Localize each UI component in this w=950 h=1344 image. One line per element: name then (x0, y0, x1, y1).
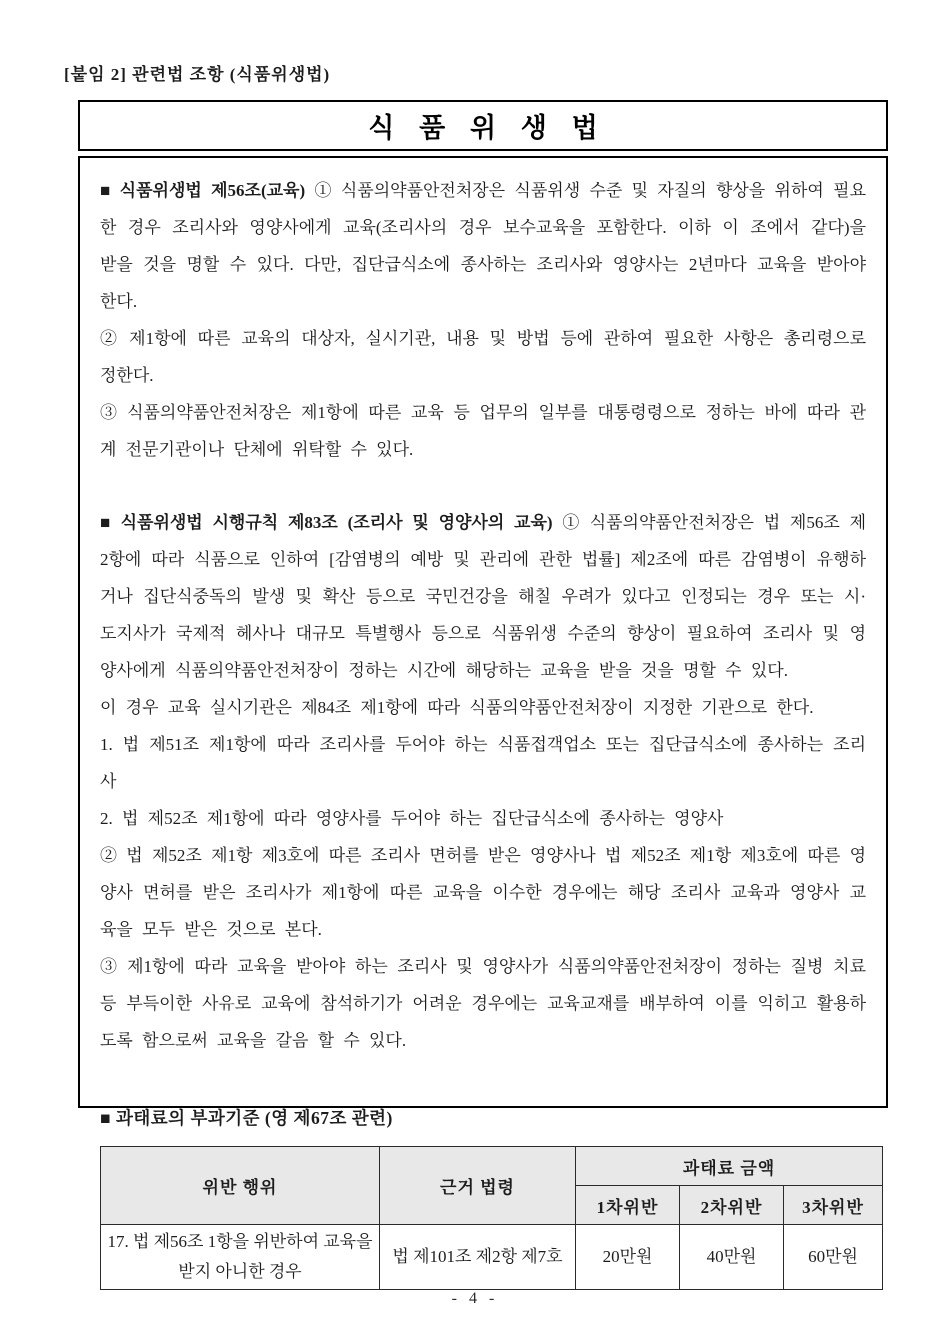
column-header-violation: 위반 행위 (101, 1147, 380, 1225)
cell-legal-basis: 법 제101조 제2항 제7호 (380, 1225, 576, 1290)
cell-violation: 17. 법 제56조 1항을 위반하여 교육을 받지 아니한 경우 (101, 1225, 380, 1290)
cell-second-violation-fine: 40만원 (680, 1225, 784, 1290)
law56-paragraph-1 (100, 172, 866, 320)
rule83-clause-1-tail: 이 경우 교육 실시기관은 제84조 제1항에 따라 식품의약품안전처장이 지정한 기관으로 한다. (100, 698, 814, 717)
rule83-clause-2: ② 법 제52조 제1항 제3호에 따른 조리사 면허를 받은 영양사나 법 제52조 제1항 제3호에 따른 영양사 면허를 받은 조리사가 제1항에 따른 교육을 이수한 경우에는 해당 조리사 교육과 영양사 교육을 모두 받은 것으로 본다. (100, 846, 866, 939)
rule83-item-2: 2. 법 제52조 제1항에 따라 영양사를 두어야 하는 집단급식소에 종사하는 영양사 (100, 809, 724, 828)
law56-clause-1: ① 식품의약품안전처장은 식품위생 수준 및 자질의 향상을 위하여 필요한 경우 조리사와 영양사에게 교육(조리사의 경우 보수교육을 포함한다. 이하 이 조에서 같다)을 받을 것을 명할 수 있다. 다만, 집단급식소에 종사하는 조리사와 영양사는 2년마다 교육을 받아야 한다. (100, 181, 866, 311)
law56-clause-2: ② 제1항에 따른 교육의 대상자, 실시기관, 내용 및 방법 등에 관하여 필요한 사항은 총리령으로 정한다. (100, 329, 866, 385)
rule83-clause-3: ③ 제1항에 따라 교육을 받아야 하는 조리사 및 영양사가 식품의약품안전처장이 정하는 질병 치료 등 부득이한 사유로 교육에 참석하기가 어려운 경우에는 교육교재를 배부하여 이를 익히고 활용하도록 함으로써 교육을 갈음 할 수 있다. (100, 957, 866, 1050)
column-header-first-violation: 1차위반 (576, 1186, 680, 1225)
column-header-fine-amount-group: 과태료 금액 (576, 1147, 883, 1186)
attachment-label: [붙임 2] 관련법 조항 (식품위생법) (64, 65, 331, 84)
column-header-third-violation: 3차위반 (784, 1186, 883, 1225)
cell-first-violation-fine: 20만원 (576, 1225, 680, 1290)
page-number: - 4 - (451, 1290, 499, 1307)
penalty-table-data-row (101, 1225, 883, 1290)
rule83-item-1: 1. 법 제51조 제1항에 따라 조리사를 두어야 하는 식품접객업소 또는 집단급식소에 종사하는 조리사 (100, 735, 866, 791)
law-text-box (78, 156, 888, 1281)
penalty-table (100, 1146, 883, 1290)
penalty-table-header-row-1 (101, 1147, 883, 1186)
document-title: 식 품 위 생 법 (368, 113, 607, 143)
title-box (78, 100, 888, 151)
rule83-clause-1: ① 식품의약품안전처장은 법 제56조 제2항에 따라 식품으로 인하여 [감염병의 예방 및 관리에 관한 법률] 제2조에 따른 감염병이 유행하거나 집단식중독의 발생 및 확산 등으로 국민건강을 해칠 우려가 있다고 인정되는 경우 또는 시·도지사가 국제적 헤사나 대규모 특별행사 등으로 식품위생 수준의 향상이 필요하여 조리사 및 영양사에게 식품의약품안전처장이 정하는 시간에 해당하는 교육을 받을 것을 명할 수 있다. (100, 513, 866, 680)
law56-heading: ■ 식품위생법 제56조(교육) (100, 181, 306, 200)
law56-clause-3: ③ 식품의약품안전처장은 제1항에 따른 교육 등 업무의 일부를 대통령령으로 정하는 바에 따라 관계 전문기관이나 단체에 위탁할 수 있다. (100, 403, 866, 459)
rule83-paragraph-1 (100, 504, 866, 689)
rule83-heading: ■ 식품위생법 시행규칙 제83조 (조리사 및 영양사의 교육) (100, 513, 553, 532)
cell-third-violation-fine: 60만원 (784, 1225, 883, 1290)
penalty-section-heading: ■ 과태료의 부과기준 (영 제67조 관련) (100, 1108, 393, 1128)
column-header-legal-basis: 근거 법령 (380, 1147, 576, 1225)
column-header-second-violation: 2차위반 (680, 1186, 784, 1225)
